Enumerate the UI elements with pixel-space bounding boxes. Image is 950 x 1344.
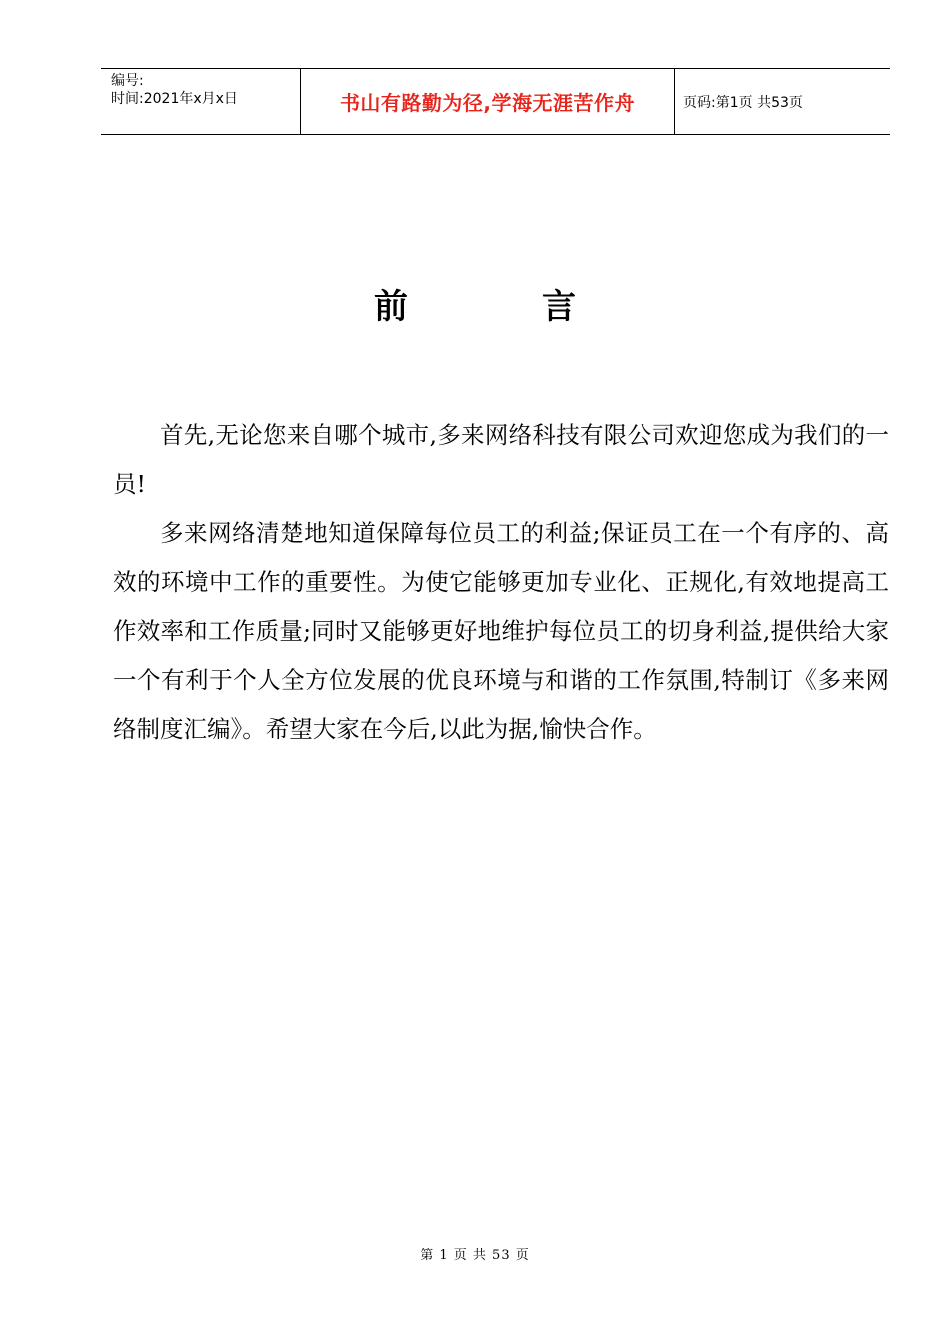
header-motto-cell — [301, 69, 675, 134]
document-number-label: 编号: — [111, 73, 144, 89]
header-page-cell — [675, 69, 890, 134]
footer-page-number: 第 1 页 共 53 页 — [420, 1248, 530, 1263]
page-footer — [0, 1244, 950, 1263]
title-part-2: 言 — [542, 287, 576, 327]
header-motto: 书山有路勤为径,学海无涯苦作舟 — [339, 91, 636, 115]
document-title — [0, 282, 950, 332]
document-time-label: 时间:2021年x月x日 — [111, 91, 238, 107]
paragraph-1: 首先,无论您来自哪个城市,多来网络科技有限公司欢迎您成为我们的一员! — [113, 421, 889, 498]
document-body — [113, 411, 889, 754]
title-part-1: 前 — [374, 287, 408, 327]
paragraph-2: 多来网络清楚地知道保障每位员工的利益;保证员工在一个有序的、高效的环境中工作的重要性。为使它能够更加专业化、正规化,有效地提高工作效率和工作质量;同时又能够更好地维护每位员工的切身利益,提供给大家一个有利于个人全方位发展的优良环境与和谐的工作氛围,特制订《多来网络制度汇编》。希望大家在今后,以此为据,愉快合作。 — [113, 519, 889, 743]
page-header — [101, 68, 890, 135]
header-meta-cell — [101, 69, 301, 134]
header-page-info: 页码:第1页 共53页 — [683, 94, 803, 111]
